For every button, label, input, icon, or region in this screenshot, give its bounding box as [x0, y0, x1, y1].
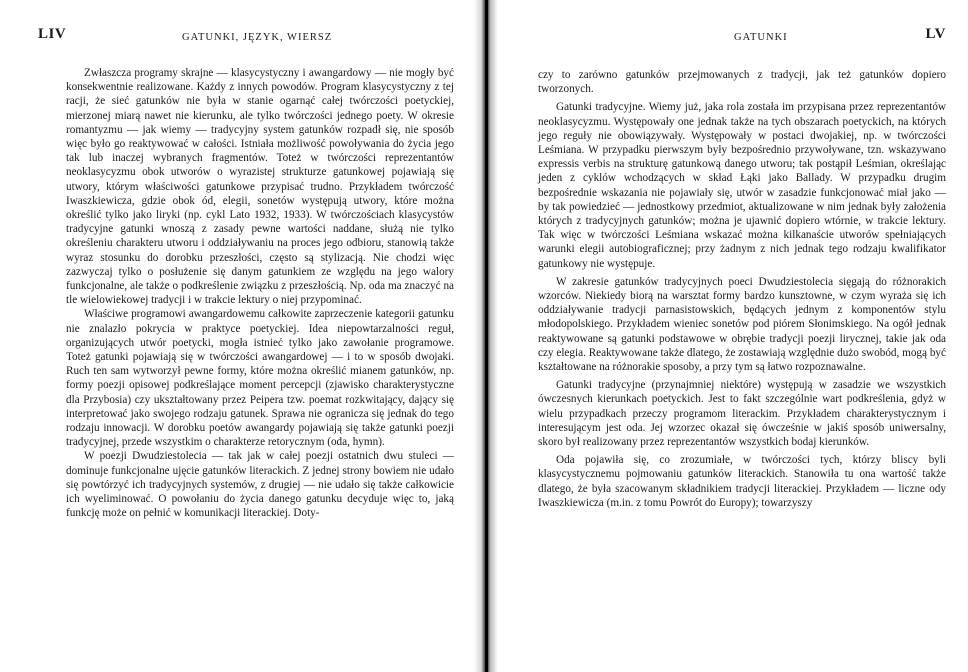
running-head-title: GATUNKI [734, 32, 788, 43]
page-number: LV [925, 26, 946, 42]
paragraph: Oda pojawiła się, co zrozumiałe, w twórczości tych, którzy bliscy byli klasycystycznemu pojmowaniu gatunków literackich. Stanowiła tu ona wartość także dlatego, że była szacowanym składnikiem tradycji literackiej. Przykładem — liczne ody Iwaszkiewicza (m.in. z tomu Powrót do Europy); towarzyszy [538, 454, 946, 509]
paragraph: Zwłaszcza programy skrajne — klasycystyczny i awangardowy — nie mogły być konsekwentnie realizowane. Każdy z innych powodów. Program klasycystyczny z tej racji, że sieć gatunków nie była w stanie ogarnąć całej twórczości poetyckiej, mierzonej miarą nawet nie kierunku, ale tylko twórczości jednego poety. W okresie romantyzmu — jak wiemy — tradycyjny system gatunków rozpadł się, nie sposób więc było go reaktywować w całości. Istniała możliwość powoływania do życia jego tak lub inaczej wybranych fragmentów. Toteż w twórczości reprezentantów neoklasycyzmu obok utworów o wyrazistej strukturze gatunkowej pojawiają się utwory, którym właściwości gatunkowe przypisać trudno. Przykładem twórczość Iwaszkiewicza, gdzie obok ód, elegii, sonetów występują utwory, które można określić tylko jako liryki (np. cykl Lato 1932, 1933). W twórczościach klasycystów tradycyjne gatunki wnoszą z zasady pewne wartości naddane, służą nie tylko określeniu charakteru utworu i oddziaływaniu na proces jego odbioru, stanowią także wyraz stosunku do dorobku przeszłości, często są stylizacją. Nie chodzi więc zazwyczaj tylko o posłużenie się danym gatunkiem ze względu na jego walory funkcjonalne, ale także o podkreślenie związku z przeszłością. Np. oda ma znaczyć na tle wielowiekowej tradycji i w trakcie lektury o niej przypominać. [66, 67, 454, 307]
paragraph: czy to zarówno gatunków przejmowanych z tradycji, jak też gatunków dopiero tworzonych. [538, 69, 946, 96]
paragraph: W poezji Dwudziestolecia — tak jak w całej poezji ostatnich dwu stuleci — dominuje funkcjonalne ujęcie gatunków literackich. Z jednej strony bowiem nie udało się powtórzyć ich tradycyjnych systemów, z drugiej — nie udało się także całkowicie ich wyeliminować. O powołaniu do życia danego gatunku decyduje więc to, jaką funkcję może on pełnić w komunikacji literackiej. Doty- [66, 450, 454, 520]
left-body-text [66, 66, 454, 521]
left-page [0, 0, 474, 672]
paragraph: Gatunki tradycyjne (przynajmniej niektóre) występują w zasadzie we wszystkich ówczesnych kierunkach poetyckich. Jest to fakt szczególnie wart podkreślenia, gdyż w wielu przypadkach przeczy programom literackim. Przykładem charakterystycznym i interesującym jest oda. Jej wzorzec okazał się ówcześnie w jakiś sposób uniwersalny, skoro był realizowany przez reprezentantów wszystkich bodaj kierunków. [538, 379, 946, 449]
running-head-title: GATUNKI, JĘZYK, WIERSZ [182, 32, 333, 43]
right-body-text [538, 68, 946, 510]
right-running-head [538, 22, 946, 62]
paragraph: Właściwe programowi awangardowemu całkowite zaprzeczenie kategorii gatunku nie znalazło pokrycia w praktyce poetyckiej. Idea niepowtarzalności reguł, organizujących utwór poetycki, mogła istnieć tylko jako zawołanie programowe. Toteż gatunki pojawiają się w twórczości awangardowej — i to w sposób dwojaki. Ruch ten sam wytworzył pewne formy, które można określić mianem gatunków, np. formy poezji opisowej podkreślające moment percepcji (zjawisko charakterystyczne dla Przybosia) czy ukształtowany przez Peipera tzw. poemat rozkwitający, dający się interpretować jako swojego rodzaju gatunek. Sprawa nie ogranicza się jednak do tego rodzaju innowacji. W dorobku poetów awangardy pojawiają się także gatunki poezji tradycyjnej, przede wszystkim o charakterze retorycznym (oda, hymn). [66, 308, 454, 449]
paragraph: Gatunki tradycyjne. Wiemy już, jaka rola została im przypisana przez reprezentantów neoklasycyzmu. Występowały one jednak także na tych obszarach poetyckich, na których jego reguły nie obowiązywały. Występowały w postaci dwojakiej, np. w twórczości Leśmiana. W przypadku pierwszym były bezpośrednio przywoływane, tzn. wskazywano expressis verbis na strukturę gatunkową danego utworu; tak postąpił Leśmian, określając jeden z cyklów wchodzących w skład Łąki jako Ballady. W przypadku drugim bezpośrednie wskazania nie pojawiały się, utwór w zasadzie funkcjonować miał jako — by tak powiedzieć — jednostkowy przedmiot, aktualizowane w nim jednak były założenia których z tradycyjnych gatunków; można je ujawnić dopiero wtórnie, w trakcie lektury. Tak więc w twórczości Leśmiana wskazać można kilkanaście utworów spełniających warunki elegii autobiograficznej; przy żadnym z nich jednak tego rodzaju kwalifikator gatunkowy nie występuje. [538, 101, 946, 270]
page-number: LIV [38, 26, 67, 42]
paragraph: W zakresie gatunków tradycyjnych poeci Dwudziestolecia sięgają do różnorakich wzorców. Niekiedy biorą na warsztat formy bardzo kunsztowne, w czym wyraża się ich oddziaływanie tradycji parnasistowskich, będących jednym z komponentów stylu młodopolskiego. Przykładem wieniec sonetów pod piórem Słonimskiego. Na ogół jednak reaktywowane są gatunki podstawowe w obrębie tradycji poezji lirycznej, takie jak oda czy elegia. Reaktywowane także dlatego, że zostawiają względnie dużo swobód, mogą być kształtowane na różnorakie sposoby, a przy tym są łatwo rozpoznawalne. [538, 275, 946, 374]
gutter-divider [485, 0, 488, 672]
left-running-head [38, 22, 454, 62]
right-page [498, 0, 968, 672]
